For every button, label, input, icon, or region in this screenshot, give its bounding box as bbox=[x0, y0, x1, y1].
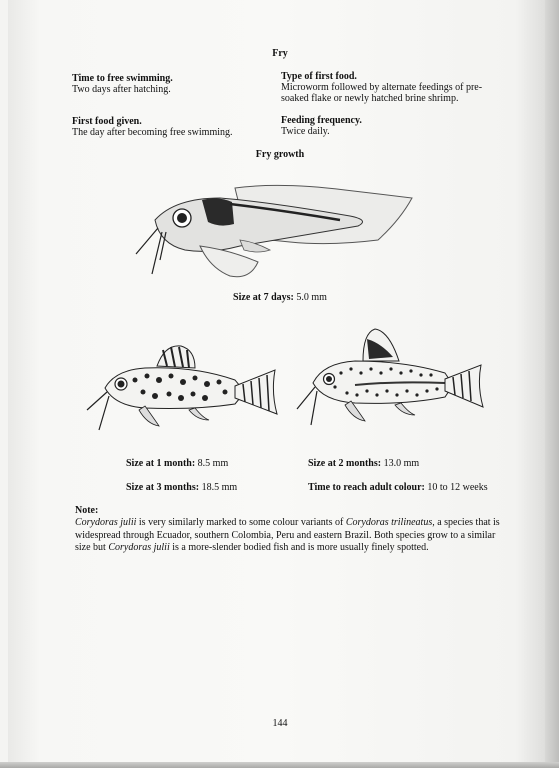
adult-colour-value: 10 to 12 weeks bbox=[427, 482, 488, 493]
note-text-1: is very similarly marked to some colour variants of bbox=[136, 517, 346, 528]
size-3-months-value: 18.5 mm bbox=[201, 482, 238, 493]
size-1-month-value: 8.5 mm bbox=[197, 458, 229, 469]
note-text-2: a species that is widespread through Ecuador, southern Colombia, Peru and eastern Brazil. Both species grow to a similar size but bbox=[75, 517, 500, 554]
species-julii-2: Corydoras julii bbox=[108, 542, 170, 554]
frequency-title: Feeding frequency. bbox=[281, 115, 362, 126]
size-7-days-value: 5.0 mm bbox=[296, 292, 327, 303]
note-paragraph bbox=[75, 517, 505, 555]
type-food-title: Type of first food. bbox=[281, 71, 357, 82]
page-bottom-edge bbox=[0, 762, 559, 768]
size-1-month bbox=[126, 458, 228, 470]
size-2-months-value: 13.0 mm bbox=[383, 458, 420, 469]
size-7-days-label: Size at 7 days: bbox=[233, 292, 294, 303]
species-trilineatus: Corydoras trilineatus, bbox=[345, 517, 435, 528]
size-7-days bbox=[180, 292, 380, 304]
frequency-text: Twice daily. bbox=[281, 126, 330, 137]
note-text-3: is a more-slender bodied fish and is more usually finely spotted. bbox=[169, 542, 429, 554]
species-julii: Corydoras julii bbox=[75, 517, 137, 528]
free-swimming-title: Time to free swimming. bbox=[72, 73, 173, 84]
note-title: Note: bbox=[75, 505, 99, 516]
size-2-months-label: Size at 2 months: bbox=[308, 458, 382, 469]
size-3-months bbox=[126, 482, 237, 494]
adult-colour-time bbox=[308, 482, 488, 494]
juvenile-1-month-illustration bbox=[85, 340, 280, 435]
first-food-title: First food given. bbox=[72, 116, 142, 127]
size-2-months bbox=[308, 458, 419, 470]
fry-growth-heading: Fry growth bbox=[255, 149, 305, 160]
free-swimming-text: Two days after hatching. bbox=[72, 84, 171, 95]
adult-colour-label: Time to reach adult colour: bbox=[308, 482, 425, 493]
type-food-line1: Microworm followed by alternate feedings of pre- bbox=[281, 82, 483, 93]
type-food-line2: soaked flake or newly hatched brine shrimp. bbox=[281, 93, 459, 104]
first-food-text: The day after becoming free swimming. bbox=[72, 127, 233, 138]
juvenile-2-months-illustration bbox=[295, 325, 485, 430]
fry-7-days-illustration bbox=[130, 180, 420, 285]
page-edge-shadow bbox=[545, 0, 559, 768]
section-heading-fry: Fry bbox=[272, 48, 288, 59]
page-number: 144 bbox=[272, 718, 288, 729]
size-3-months-label: Size at 3 months: bbox=[126, 482, 200, 493]
size-1-month-label: Size at 1 month: bbox=[126, 458, 196, 469]
